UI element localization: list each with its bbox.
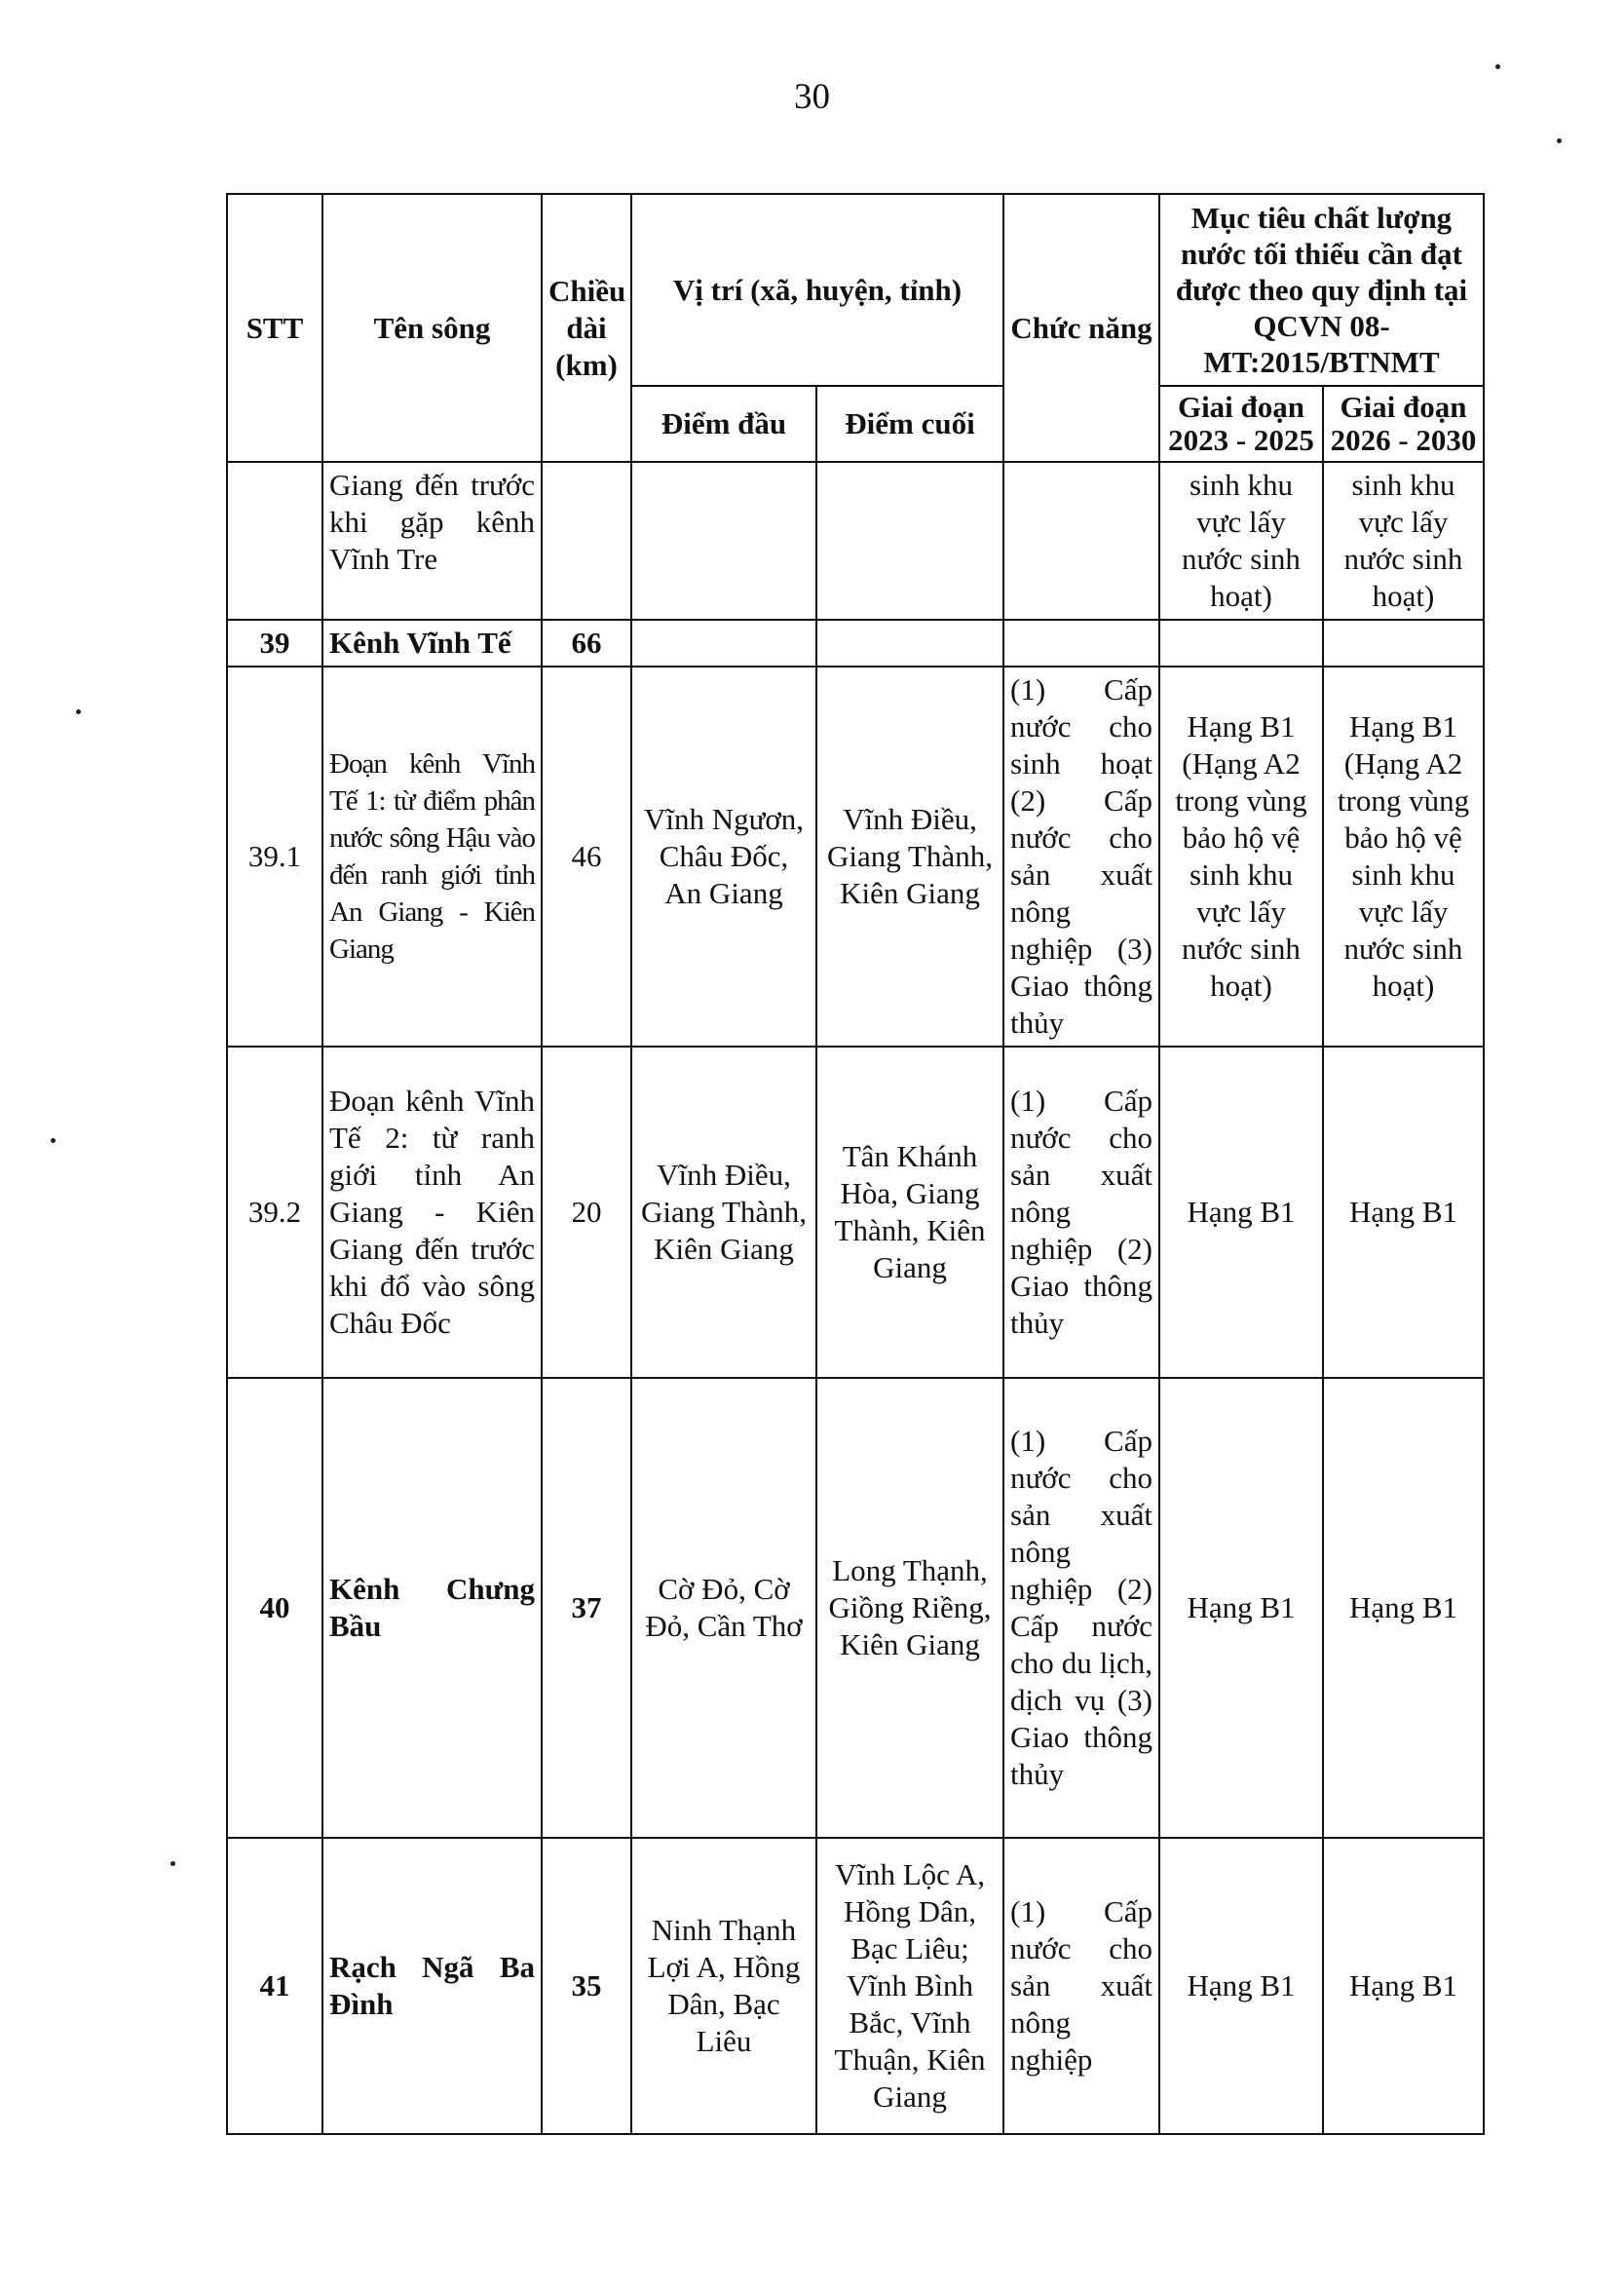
cell-stt bbox=[227, 462, 322, 620]
cell-ten-song: Kênh Vĩnh Tế bbox=[322, 620, 542, 667]
cell-diem-dau bbox=[631, 462, 816, 620]
scan-speck bbox=[51, 1138, 56, 1143]
cell-ten-song: Giang đến trước khi gặp kênh Vĩnh Tre bbox=[322, 462, 542, 620]
cell-diem-cuoi: Vĩnh Lộc A, Hồng Dân, Bạc Liêu; Vĩnh Bình Bắc, Vĩnh Thuận, Kiên Giang bbox=[816, 1838, 1003, 2134]
cell-gd2: Hạng B1 (Hạng A2 trong vùng bảo hộ vệ sinh khu vực lấy nước sinh hoạt) bbox=[1323, 667, 1484, 1047]
scan-speck bbox=[1557, 138, 1562, 143]
scan-speck bbox=[1495, 64, 1500, 69]
cell-stt: 41 bbox=[227, 1838, 322, 2134]
cell-gd1 bbox=[1159, 620, 1323, 667]
cell-diem-cuoi: Long Thạnh, Giồng Riềng, Kiên Giang bbox=[816, 1378, 1003, 1838]
cell-diem-cuoi bbox=[816, 620, 1003, 667]
cell-gd2: Hạng B1 bbox=[1323, 1378, 1484, 1838]
cell-diem-dau bbox=[631, 620, 816, 667]
cell-diem-cuoi: Tân Khánh Hòa, Giang Thành, Kiên Giang bbox=[816, 1047, 1003, 1378]
header-diem-dau: Điểm đầu bbox=[631, 386, 816, 462]
cell-diem-cuoi: Vĩnh Điều, Giang Thành, Kiên Giang bbox=[816, 667, 1003, 1047]
header-ten-song: Tên sông bbox=[322, 194, 542, 462]
cell-diem-dau: Vĩnh Ngươn, Châu Đốc, An Giang bbox=[631, 667, 816, 1047]
page-number: 30 bbox=[794, 77, 830, 117]
cell-chuc-nang bbox=[1003, 462, 1159, 620]
table-row bbox=[227, 620, 1484, 667]
cell-chieu-dai: 37 bbox=[542, 1378, 631, 1838]
cell-gd2: Hạng B1 bbox=[1323, 1838, 1484, 2134]
header-vi-tri: Vị trí (xã, huyện, tỉnh) bbox=[631, 194, 1003, 386]
cell-ten-song: Đoạn kênh Vĩnh Tế 2: từ ranh giới tỉnh An Giang - Kiên Giang đến trước khi đổ vào sông Châu Đốc bbox=[322, 1047, 542, 1378]
cell-chieu-dai: 35 bbox=[542, 1838, 631, 2134]
cell-stt: 39.1 bbox=[227, 667, 322, 1047]
cell-stt: 40 bbox=[227, 1378, 322, 1838]
water-quality-table bbox=[226, 193, 1485, 2135]
cell-stt: 39.2 bbox=[227, 1047, 322, 1378]
cell-chuc-nang: (1) Cấp nước cho sản xuất nông nghiệp (2) Giao thông thủy bbox=[1003, 1047, 1159, 1378]
cell-chieu-dai bbox=[542, 462, 631, 620]
table-row bbox=[227, 462, 1484, 620]
header-muc-tieu: Mục tiêu chất lượng nước tối thiểu cần đạt được theo quy định tại QCVN 08-MT:2015/BTNMT bbox=[1159, 194, 1484, 386]
cell-gd1: Hạng B1 bbox=[1159, 1047, 1323, 1378]
cell-chuc-nang bbox=[1003, 620, 1159, 667]
cell-stt: 39 bbox=[227, 620, 322, 667]
cell-diem-dau: Vĩnh Điều, Giang Thành, Kiên Giang bbox=[631, 1047, 816, 1378]
cell-gd1: Hạng B1 bbox=[1159, 1838, 1323, 2134]
header-chuc-nang: Chức năng bbox=[1003, 194, 1159, 462]
header-diem-cuoi: Điểm cuối bbox=[816, 386, 1003, 462]
table-row bbox=[227, 1047, 1484, 1378]
cell-chieu-dai: 46 bbox=[542, 667, 631, 1047]
cell-ten-song: Kênh Chưng Bầu bbox=[322, 1378, 542, 1838]
cell-gd1: Hạng B1 (Hạng A2 trong vùng bảo hộ vệ sinh khu vực lấy nước sinh hoạt) bbox=[1159, 667, 1323, 1047]
table-row bbox=[227, 1838, 1484, 2134]
header-giai-doan-2: Giai đoạn 2026 - 2030 bbox=[1323, 386, 1484, 462]
cell-diem-dau: Cờ Đỏ, Cờ Đỏ, Cần Thơ bbox=[631, 1378, 816, 1838]
table-row bbox=[227, 667, 1484, 1047]
cell-gd1: Hạng B1 bbox=[1159, 1378, 1323, 1838]
cell-gd2: Hạng B1 bbox=[1323, 1047, 1484, 1378]
cell-chuc-nang: (1) Cấp nước cho sản xuất nông nghiệp bbox=[1003, 1838, 1159, 2134]
cell-gd1: sinh khu vực lấy nước sinh hoạt) bbox=[1159, 462, 1323, 620]
cell-diem-cuoi bbox=[816, 462, 1003, 620]
table-row bbox=[227, 1378, 1484, 1838]
header-stt: STT bbox=[227, 194, 322, 462]
scan-speck bbox=[170, 1861, 175, 1866]
cell-ten-song: Đoạn kênh Vĩnh Tế 1: từ điểm phân nước sông Hậu vào đến ranh giới tỉnh An Giang - Kiên Giang bbox=[322, 667, 542, 1047]
header-giai-doan-1: Giai đoạn 2023 - 2025 bbox=[1159, 386, 1323, 462]
header-row bbox=[227, 194, 1484, 386]
cell-ten-song: Rạch Ngã Ba Đình bbox=[322, 1838, 542, 2134]
scan-speck bbox=[76, 709, 81, 714]
cell-chuc-nang: (1) Cấp nước cho sản xuất nông nghiệp (2) Cấp nước cho du lịch, dịch vụ (3) Giao thông thủy bbox=[1003, 1378, 1159, 1838]
cell-chieu-dai: 66 bbox=[542, 620, 631, 667]
cell-gd2: sinh khu vực lấy nước sinh hoạt) bbox=[1323, 462, 1484, 620]
cell-gd2 bbox=[1323, 620, 1484, 667]
cell-chieu-dai: 20 bbox=[542, 1047, 631, 1378]
cell-chuc-nang: (1) Cấp nước cho sinh hoạt (2) Cấp nước cho sản xuất nông nghiệp (3) Giao thông thủy bbox=[1003, 667, 1159, 1047]
header-chieu-dai: Chiều dài (km) bbox=[542, 194, 631, 462]
cell-diem-dau: Ninh Thạnh Lợi A, Hồng Dân, Bạc Liêu bbox=[631, 1838, 816, 2134]
